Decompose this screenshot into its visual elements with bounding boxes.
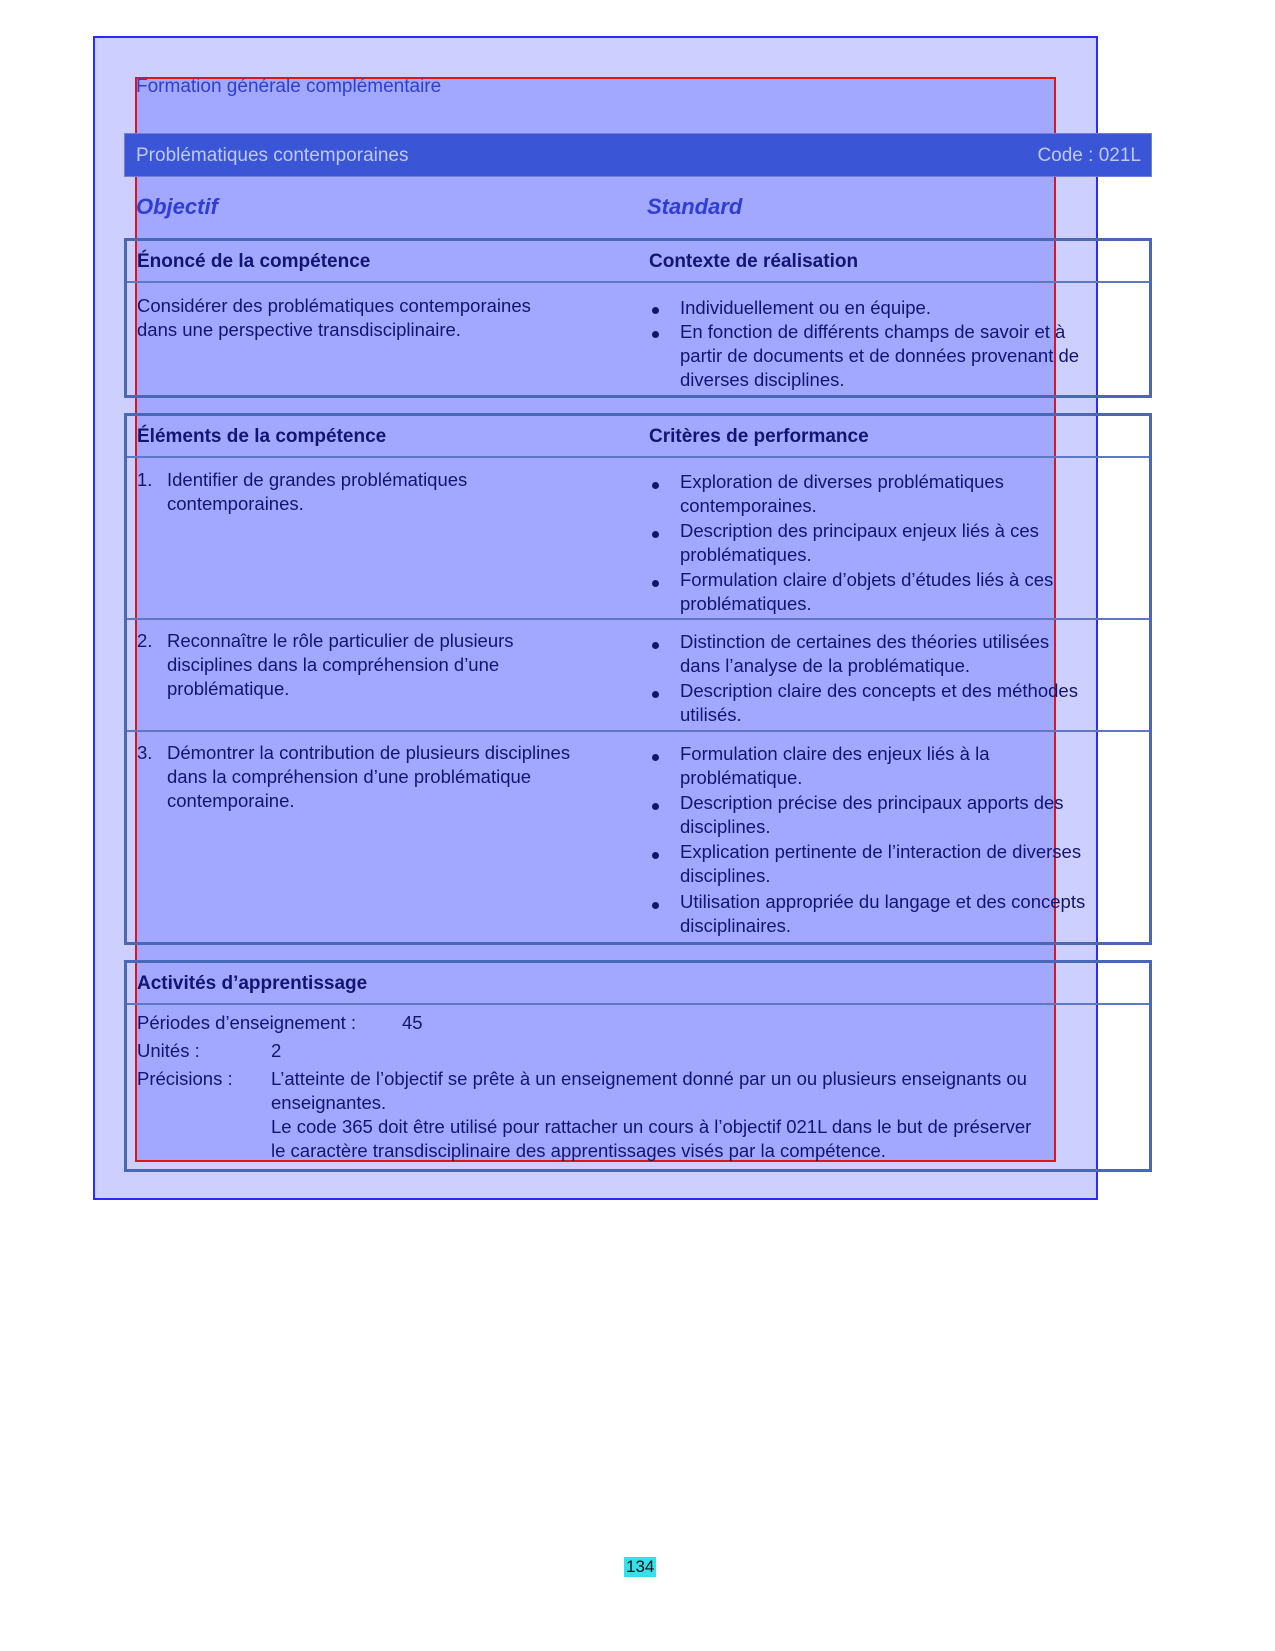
enonce-line: dans une perspective transdisciplinaire. [137,319,461,340]
critere-line: problématique. [680,767,803,788]
course-code [1037,145,1141,167]
bullet-icon [652,531,659,538]
element-number: 2. [137,630,153,651]
critere-line: Description claire des concepts et des méthodes [680,680,1078,701]
contexte-item: En fonction de différents champs de savoir et à [680,321,1066,342]
element-line: contemporaine. [167,790,295,811]
competence-box [124,238,1152,398]
element-line: Démontrer la contribution de plusieurs disciplines [167,742,571,763]
element-line: contemporaines. [167,493,304,514]
critere-line: Formulation claire des enjeux liés à la [680,743,990,764]
bullet-icon [652,691,659,698]
bullet-icon [652,803,659,810]
critere-line: Description des principaux enjeux liés à ces [680,520,1039,541]
element-number: 3. [137,742,153,763]
bullet-icon [652,307,659,314]
elements-box-header [127,416,1149,458]
contexte-heading: Contexte de réalisation [649,251,859,272]
critere-line: disciplines. [680,816,771,837]
contexte-item: diverses disciplines. [680,369,845,390]
standard-heading: Standard [647,194,743,219]
element-line: dans la compréhension d’une problématique [167,766,532,787]
element-line: disciplines dans la compréhension d’une [167,654,500,675]
bullet-icon [652,902,659,909]
competence-box-header [127,241,1149,283]
course-title: Problématiques contemporaines [136,145,409,166]
critere-line: disciplinaires. [680,915,792,936]
enonce-heading: Énoncé de la compétence [137,251,371,272]
critere-line: contemporaines. [680,495,817,516]
unites-label: Unités : [137,1040,200,1061]
critere-line: Utilisation appropriée du langage et des concepts [680,891,1086,912]
section-header: Formation générale complémentaire [136,76,442,97]
critere-line: Explication pertinente de l’interaction de diverses [680,841,1082,862]
precisions-line: L’atteinte de l’objectif se prête à un enseignement donné par un ou plusieurs enseignants ou [271,1068,1027,1089]
bullet-icon [652,580,659,587]
critere-line: disciplines. [680,865,771,886]
element-line: Identifier de grandes problématiques [167,469,468,490]
critere-line: Formulation claire d’objets d’études liés à ces [680,569,1054,590]
critere-line: utilisés. [680,704,742,725]
criteres-heading: Critères de performance [649,426,869,447]
code-label: Code : [1037,145,1094,166]
bullet-icon [652,754,659,761]
elements-box [124,413,1152,945]
row-divider [127,618,1149,620]
critere-line: problématiques. [680,544,812,565]
elements-heading: Éléments de la compétence [137,426,387,447]
critere-line: Distinction de certaines des théories utilisées [680,631,1050,652]
critere-line: dans l’analyse de la problématique. [680,655,971,676]
bullet-icon [652,331,659,338]
objectif-heading: Objectif [136,194,218,219]
element-line: Reconnaître le rôle particulier de plusieurs [167,630,514,651]
activites-box [124,960,1152,1172]
activites-heading: Activités d’apprentissage [137,973,368,994]
element-number: 1. [137,469,153,490]
row-divider [127,730,1149,732]
element-line: problématique. [167,678,290,699]
unites-value: 2 [271,1040,282,1061]
periodes-label: Périodes d’enseignement : [137,1012,357,1033]
critere-line: Exploration de diverses problématiques [680,471,1004,492]
bullet-icon [652,852,659,859]
code-value: 021L [1098,145,1141,166]
contexte-item: partir de documents et de données provenant de [680,345,1080,366]
activites-box-header [127,963,1149,1005]
periodes-value: 45 [402,1012,423,1033]
precisions-line: enseignantes. [271,1092,387,1113]
bullet-icon [652,642,659,649]
enonce-line: Considérer des problématiques contemporaines [137,295,531,316]
precisions-line: le caractère transdisciplinaire des apprentissages visés par la compétence. [271,1140,886,1161]
title-bar [124,133,1152,177]
critere-line: Description précise des principaux apports des [680,792,1064,813]
contexte-item: Individuellement ou en équipe. [680,297,931,318]
precisions-line: Le code 365 doit être utilisé pour rattacher un cours à l’objectif 021L dans le but de préserver [271,1116,1032,1137]
critere-line: problématiques. [680,593,812,614]
page-number: 134 [626,1557,655,1576]
precisions-label: Précisions : [137,1068,233,1089]
bullet-icon [652,482,659,489]
